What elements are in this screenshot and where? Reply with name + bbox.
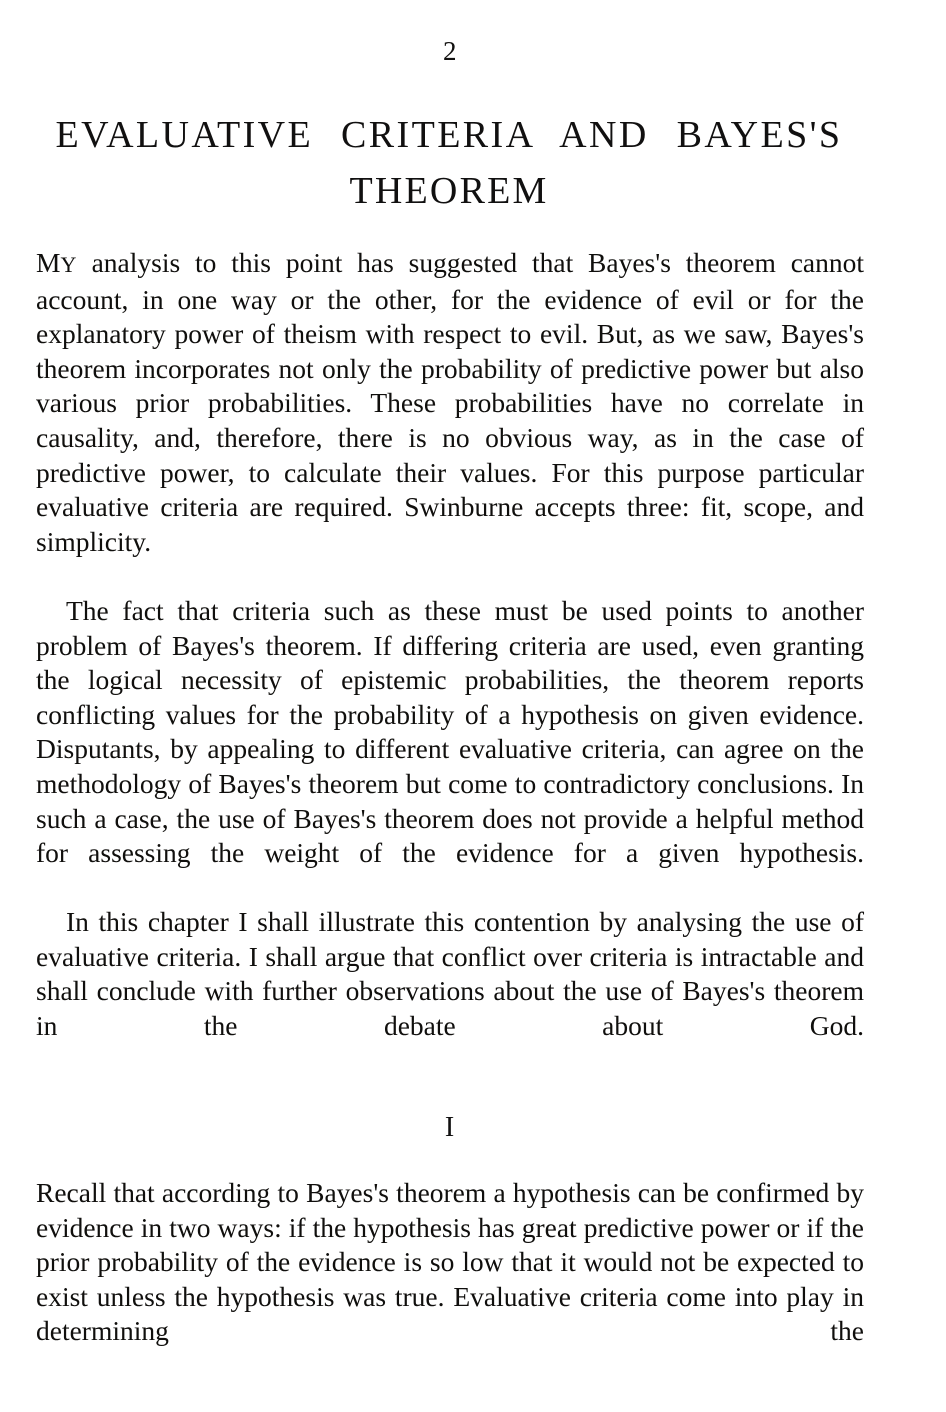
chapter-title <box>30 107 868 219</box>
body-text-block <box>36 246 864 1078</box>
chapter-title-line-1: EVALUATIVE CRITERIA AND BAYES'S <box>55 114 843 157</box>
paragraph-opening <box>36 246 864 594</box>
section-numeral-heading: I <box>444 1112 456 1143</box>
opening-small-capital: Y <box>60 252 77 277</box>
section-text-block <box>36 1176 864 1384</box>
opening-capital: M <box>36 247 61 278</box>
paragraph-opening-text: analysis to this point has suggested that Bayes's theorem cannot account, in one way or the other, for the evidence of evil or for the explanatory power of theism with respect to evil. But, as we saw, Bayes's theorem incorporates not only the probability of predictive power but also various prior probabilities. These probabilities have no correlate in causality, and, therefore, there is no obvious way, as in the case of predictive power, to calculate their values. For this purpose particular evaluative criteria are required. Swinburne accepts three: fit, scope, and simplicity. <box>36 247 864 557</box>
paragraph-criteria-problem: The fact that criteria such as these must be used points to another problem of Bayes's theorem. If differing criteria are used, even granting the logical necessity of epistemic probabilities, the theorem reports conflicting values for the probability of a hypothesis on given evidence. Disputants, by appealing to different evaluative criteria, can agree on the methodology of Bayes's theorem but come to contradictory conclusions. In such a case, the use of Bayes's theorem does not provide a helpful method for assessing the weight of the evidence for a given hypothesis. <box>36 594 864 869</box>
paragraph-chapter-overview: In this chapter I shall illustrate this contention by analysing the use of evaluative criteria. I shall argue that conflict over criteria is intractable and shall conclude with further observations about the use of Bayes's theorem in the debate about God. <box>36 906 864 1042</box>
chapter-title-line-2: THEOREM <box>349 170 549 213</box>
chapter-number: 2 <box>443 36 457 66</box>
paragraph-recall-bayes: Recall that according to Bayes's theorem a hypothesis can be confirmed by evidence in two ways: if the hypothesis has great predictive power or if the prior probability of the evidence is so low that it would not be expected to exist unless the hypothesis was true. Evaluative criteria come into play in determining the <box>36 1177 864 1347</box>
